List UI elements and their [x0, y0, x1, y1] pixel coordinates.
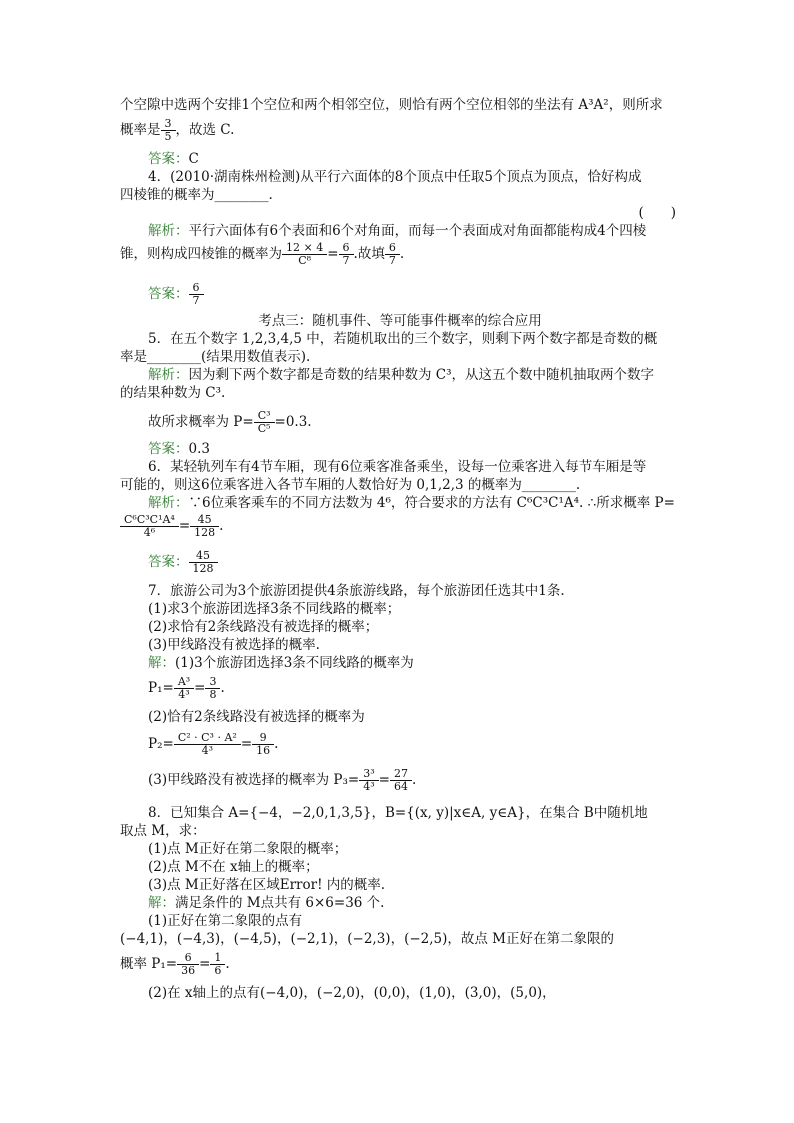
denominator: 7	[189, 294, 204, 307]
text-fragment: .	[274, 736, 279, 752]
solution-line	[148, 654, 708, 672]
text-fragment: (1)3个旅游团选择3条不同线路的概率为	[175, 655, 414, 671]
text-line	[120, 118, 680, 143]
fraction	[191, 282, 202, 307]
numerator: 12 × 4	[286, 241, 324, 254]
denominator: 4⁶	[120, 526, 179, 539]
answer-value: 0.3	[188, 441, 210, 457]
solution-line	[148, 894, 708, 912]
text-fragment: (3)甲线路没有被选择的概率为 P₃=	[148, 772, 360, 788]
numerator: 6	[184, 951, 192, 964]
answer-line	[148, 150, 708, 168]
denominator: 7	[339, 254, 354, 267]
text-line: 取点 M，求：	[120, 823, 206, 839]
sub-question: (1)点 M正好在第二象限的概率；	[148, 841, 348, 857]
denominator: 4³	[359, 780, 378, 793]
numerator: 45	[197, 513, 212, 526]
text-fragment: P₁=	[148, 680, 174, 696]
denominator: 36	[177, 964, 199, 977]
text-line	[148, 732, 708, 757]
solution-line	[148, 366, 708, 384]
fraction	[207, 676, 218, 701]
question-line: 8．已知集合 A={−4，−2,0,1,3,5}，B={(x, y)|x∈A, y∈A}，在集合 B中随机地	[148, 805, 648, 821]
numerator: 3	[164, 117, 172, 130]
text-fragment: =	[178, 518, 191, 534]
fraction	[191, 550, 216, 575]
numerator: 6	[192, 281, 200, 294]
fraction	[176, 676, 192, 701]
answer-label: 答案：	[148, 151, 189, 167]
numerator: 3	[209, 675, 217, 688]
text-line	[120, 514, 680, 539]
sub-question: (2)求恰有2条线路没有被选择的概率；	[148, 619, 379, 635]
fraction	[361, 768, 376, 793]
answer-value: C	[188, 151, 199, 167]
numerator: 27	[393, 767, 408, 780]
text-fragment: 概率 P₁=	[120, 956, 178, 972]
denominator: 4³	[174, 744, 241, 757]
numerator: 1	[214, 951, 222, 964]
sub-question: (1)求3个旅游团选择3条不同线路的概率；	[148, 601, 401, 617]
text-fragment: .	[219, 518, 224, 534]
question-line: 5．在五个数字 1,2,3,4,5 中，若随机取出的三个数字，则剩下两个数字都是奇数的概	[148, 331, 658, 347]
numerator: A³	[177, 675, 191, 688]
numerator: 6	[388, 241, 396, 254]
text-fragment: 满足条件的 M点共有 6×6=36 个.	[175, 895, 385, 911]
question-line: 4．(2010·湖南株州检测)从平行六面体的8个顶点中任取5个顶点为顶点，恰好构成	[148, 169, 642, 185]
question-line: 6．某轻轨列车有4节车厢，现有6位乘客准备乘坐，设每一位乘客进入每节车厢是等	[148, 459, 647, 475]
text-line: 个空隙中选两个安排1个空位和两个相邻空位，则恰有两个空位相邻的坐法有 A³A²，则所求	[120, 97, 663, 113]
numerator: 45	[196, 549, 210, 562]
text-fragment: 平行六面体有6个表面和6个对角面，而每一个表面成对角面都能构成4个四棱	[188, 223, 647, 239]
text-line: (1)正好在第二象限的点有	[148, 913, 303, 929]
fraction	[122, 514, 177, 539]
numerator: 6	[342, 241, 350, 254]
numerator: 9	[259, 731, 267, 744]
fraction	[387, 242, 398, 267]
text-fragment: 概率是	[120, 122, 161, 138]
text-line	[148, 410, 708, 435]
text-fragment: .	[399, 246, 405, 262]
text-fragment: ∵6位乘客乘车的不同方法数为 4⁶，符合要求的方法有 C⁶C³C¹A⁴. ∴所求概率 P=	[188, 495, 675, 511]
denominator: 128	[190, 526, 219, 539]
denominator: 7	[385, 254, 400, 267]
solution-label: 解：	[148, 895, 175, 911]
denominator: 64	[390, 780, 412, 793]
sub-question: (2)点 M不在 x轴上的概率；	[148, 859, 319, 875]
fraction	[176, 732, 239, 757]
solution-line	[148, 494, 708, 512]
solution-label: 解：	[148, 655, 175, 671]
text-fragment: =0.3.	[274, 414, 312, 430]
solution-label: 解析：	[148, 367, 189, 383]
question-line: 7．旅游公司为3个旅游团提供4条旅游线路，每个旅游团任选其中1条.	[148, 583, 565, 599]
denominator: 16	[252, 744, 274, 757]
answer-label: 答案：	[148, 554, 189, 570]
text-fragment: 故所求概率为 P=	[148, 414, 254, 430]
text-fragment: P₂=	[148, 736, 174, 752]
sub-question: (3)点 M正好落在区域Error! 内的概率.	[148, 877, 386, 893]
text-fragment: =	[378, 772, 390, 788]
answer-label: 答案：	[148, 286, 189, 302]
denominator: 4³	[174, 688, 194, 701]
denominator: 6	[210, 964, 225, 977]
answer-line	[148, 440, 708, 458]
text-line	[148, 676, 708, 701]
text-line	[148, 768, 708, 793]
numerator: C² · C³ · A²	[177, 731, 237, 744]
text-line	[120, 952, 680, 977]
fraction	[284, 242, 325, 267]
numerator: C⁶C³C¹A⁴	[124, 513, 175, 526]
sub-question: (3)甲线路没有被选择的概率.	[148, 637, 320, 653]
fraction	[179, 952, 197, 977]
text-line: (2)恰有2条线路没有被选择的概率为	[148, 709, 365, 725]
fraction	[212, 952, 223, 977]
section-heading: 考点三：随机事件、等可能事件概率的综合应用	[258, 313, 542, 329]
text-fragment: .	[225, 956, 230, 972]
fraction	[392, 768, 410, 793]
text-fragment: 因为剩下两个数字都是奇数的结果种数为 C³，从这五个数中随机抽取两个数字	[188, 367, 655, 383]
fraction	[192, 514, 217, 539]
denominator: 5	[161, 130, 176, 143]
answer-label: 答案：	[148, 441, 189, 457]
solution-label: 解析：	[148, 495, 189, 511]
text-line: (−4,1)，(−4,3)，(−4,5)，(−2,1)，(−2,3)，(−2,5)，故点 M正好在第二象限的	[120, 931, 615, 947]
solution-line	[148, 222, 708, 240]
answer-line	[148, 550, 708, 575]
denominator: C⁵	[254, 422, 275, 435]
text-fragment: =	[194, 680, 206, 696]
answer-line	[148, 282, 708, 307]
text-fragment: 锥，则构成四棱锥的概率为	[120, 246, 282, 262]
fraction	[256, 410, 273, 435]
text-line: (2)在 x轴上的点有(−4,0)，(−2,0)，(0,0)，(1,0)，(3,0)，(5,0)，	[148, 985, 556, 1001]
text-line: 四棱锥的概率为________.	[120, 187, 273, 203]
text-fragment: =	[327, 246, 339, 262]
solution-label: 解析：	[148, 223, 189, 239]
denominator: 128	[189, 562, 218, 575]
denominator: C⁸	[282, 254, 327, 267]
numerator: 3³	[363, 767, 375, 780]
text-line: 率是________(结果用数值表示).	[120, 349, 311, 365]
text-fragment: .	[411, 772, 417, 788]
text-fragment: ，故选 C.	[175, 122, 235, 138]
text-fragment: .	[220, 680, 225, 696]
fraction	[254, 732, 272, 757]
text-fragment: .故填	[353, 246, 385, 262]
text-line: 可能的，则这6位乘客进入各节车厢的人数恰好为 0,1,2,3 的概率为________.	[120, 477, 581, 493]
denominator: 8	[205, 688, 220, 701]
text-fragment: =	[240, 736, 253, 752]
fraction	[163, 118, 174, 143]
numerator: C³	[257, 409, 271, 422]
text-line: 的结果种数为 C³.	[120, 385, 226, 401]
choice-bracket: ( )	[638, 205, 676, 221]
text-fragment: =	[199, 956, 211, 972]
text-line	[120, 242, 680, 267]
fraction	[341, 242, 352, 267]
